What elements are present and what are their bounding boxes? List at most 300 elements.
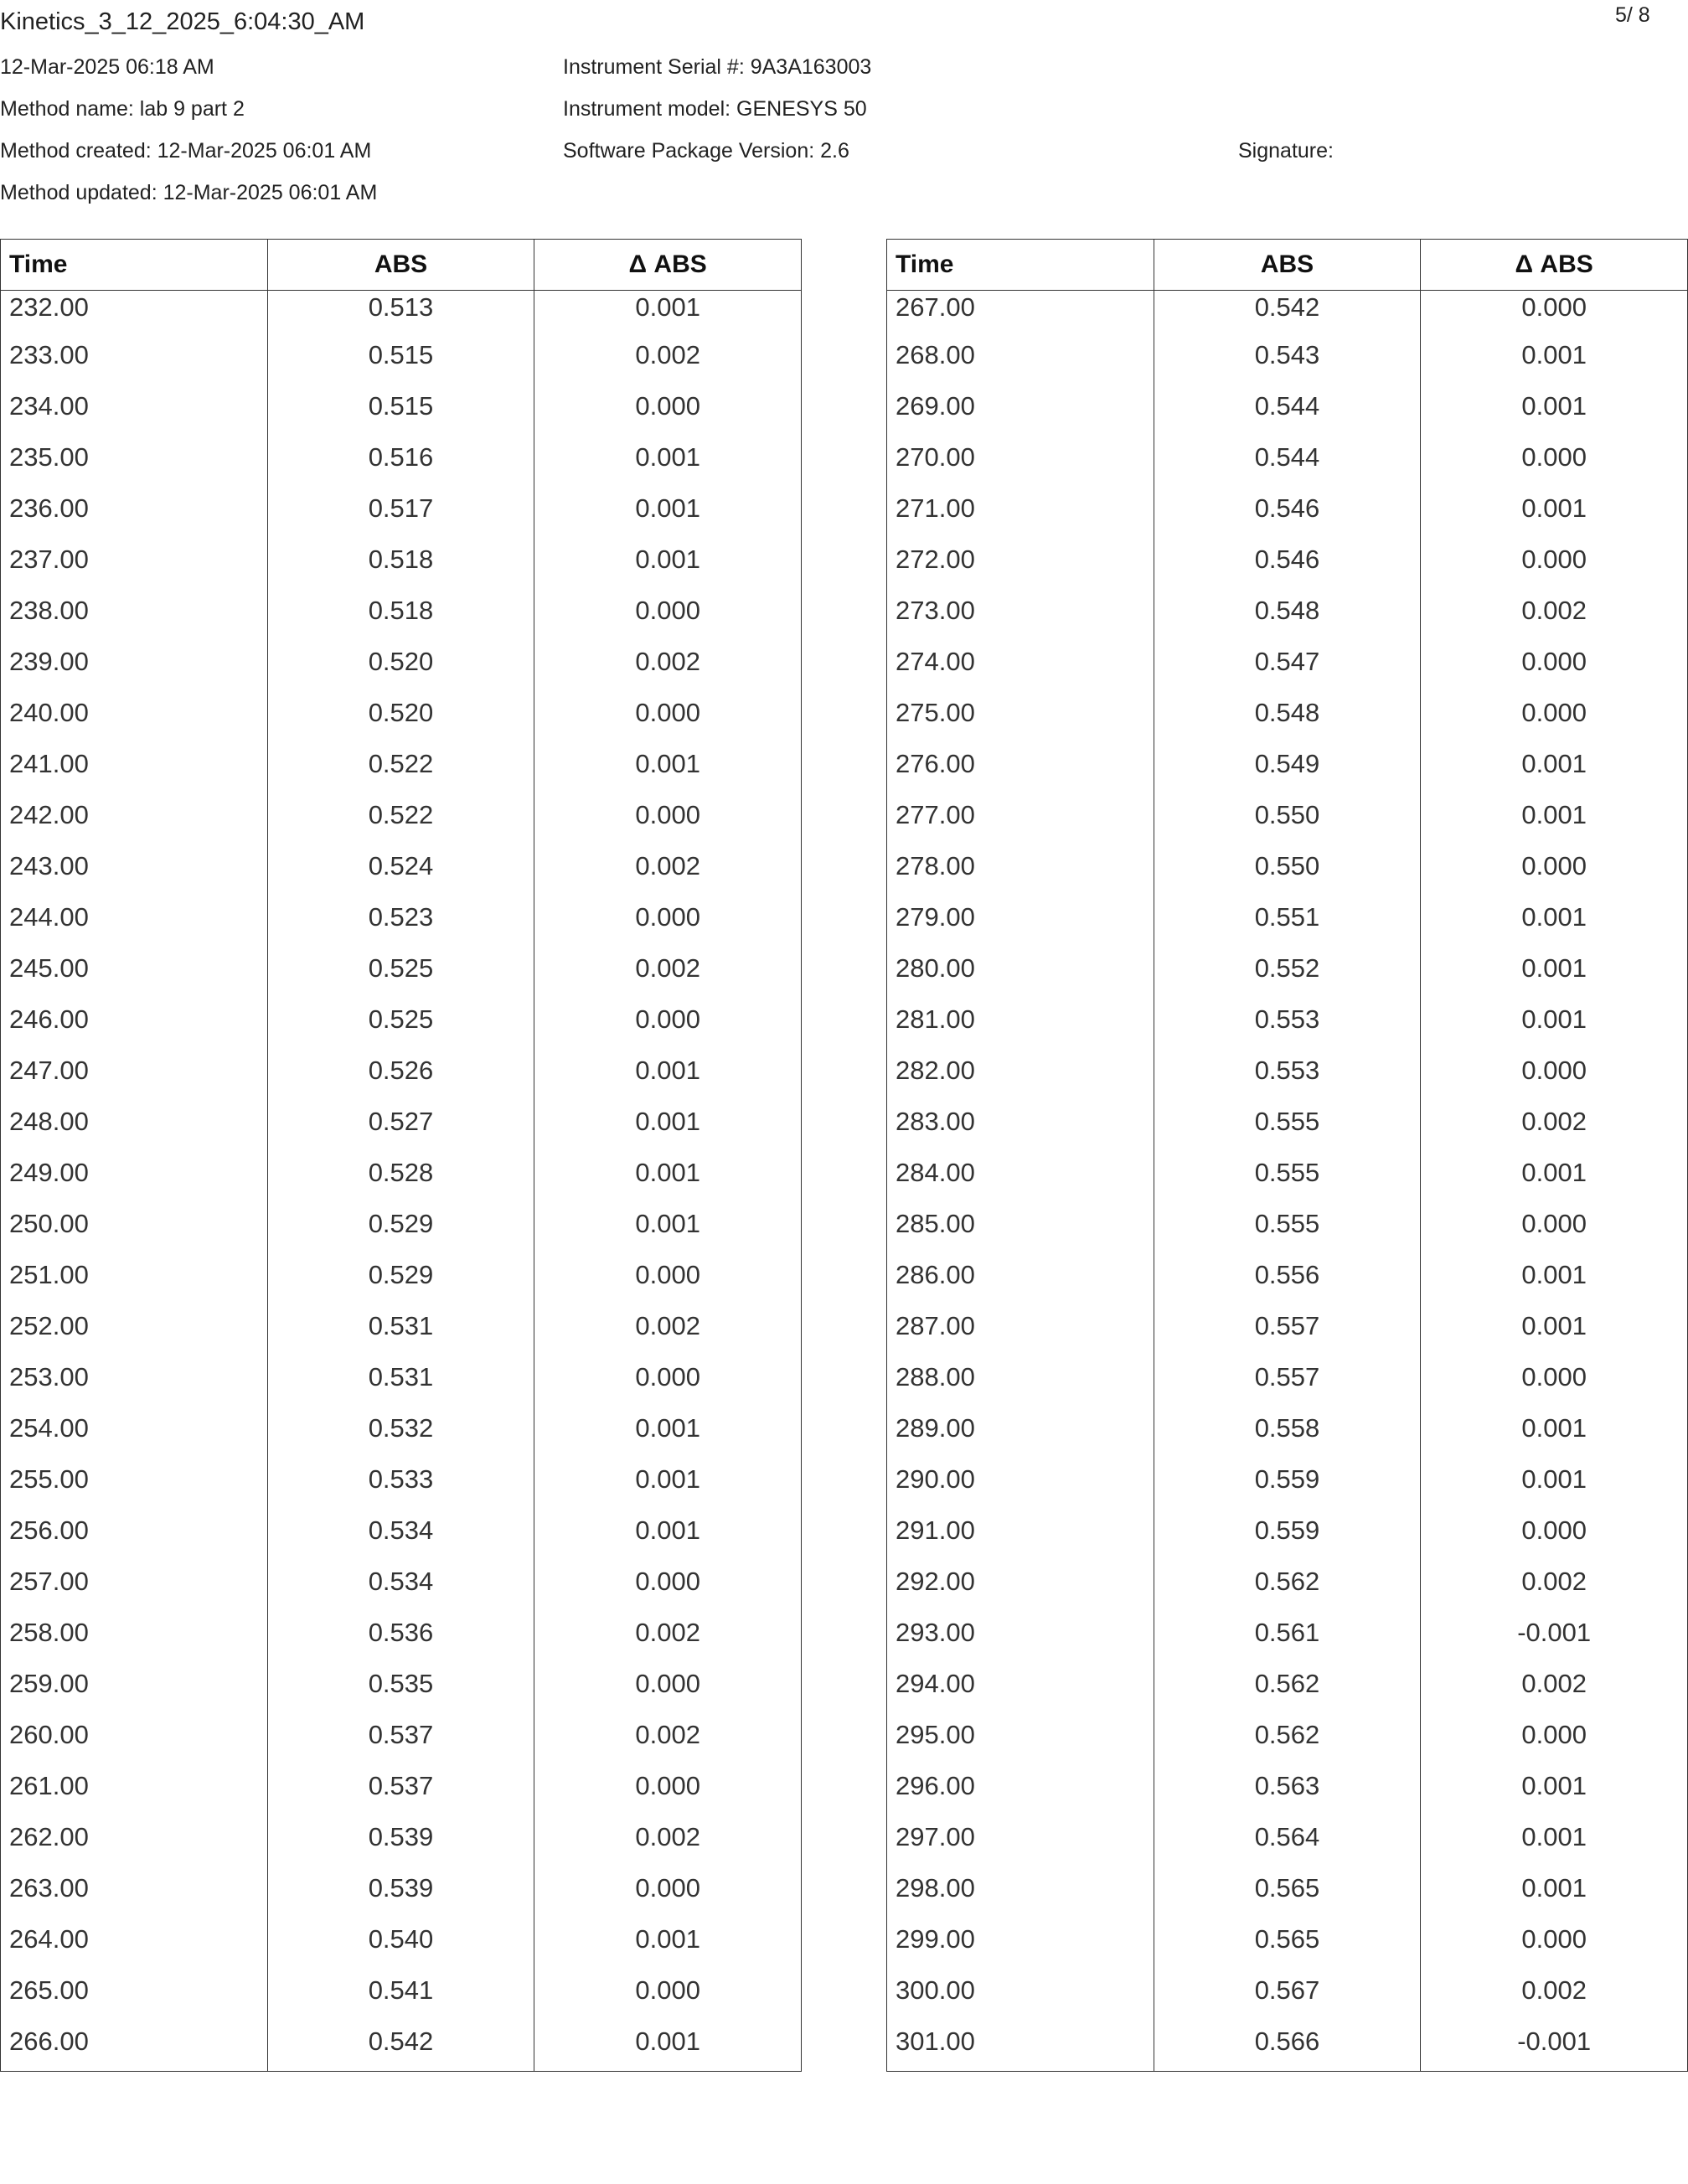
delta-abs-cell: 0.001	[1421, 1824, 1688, 1875]
abs-cell: 0.522	[267, 751, 534, 802]
delta-abs-cell: 0.001	[534, 291, 802, 343]
delta-abs-cell: 0.001	[534, 1415, 802, 1466]
instrument-serial: Instrument Serial #: 9A3A163003	[563, 55, 872, 79]
time-cell: 281.00	[896, 1004, 975, 1034]
kinetics-table-right	[886, 239, 1688, 2072]
column-header-time: Time	[887, 240, 1154, 291]
time-cell: 276.00	[896, 749, 975, 778]
table-row	[1, 291, 802, 343]
table-row	[887, 1824, 1688, 1875]
time-cell: 287.00	[896, 1311, 975, 1340]
abs-cell: 0.558	[1154, 1415, 1421, 1466]
time-cell: 297.00	[896, 1822, 975, 1851]
time-cell: 260.00	[9, 1720, 89, 1749]
time-cell: 275.00	[896, 698, 975, 727]
time-cell: 267.00	[896, 292, 975, 322]
delta-abs-cell: 0.002	[1421, 597, 1688, 648]
delta-abs-cell: 0.002	[534, 342, 802, 393]
table-row	[887, 342, 1688, 393]
table-row	[1, 802, 802, 853]
table-row	[1, 1159, 802, 1211]
abs-cell: 0.547	[1154, 648, 1421, 700]
delta-abs-cell: 0.001	[1421, 342, 1688, 393]
table-row	[887, 1159, 1688, 1211]
delta-abs-cell: 0.000	[534, 1006, 802, 1057]
time-cell: 288.00	[896, 1362, 975, 1391]
time-cell: 234.00	[9, 391, 89, 421]
abs-cell: 0.563	[1154, 1773, 1421, 1824]
table-row	[887, 1364, 1688, 1415]
abs-cell: 0.537	[267, 1722, 534, 1773]
delta-abs-cell: 0.001	[534, 751, 802, 802]
abs-cell: 0.564	[1154, 1824, 1421, 1875]
abs-cell: 0.534	[267, 1568, 534, 1619]
abs-cell: 0.523	[267, 904, 534, 955]
table-row	[1, 1670, 802, 1722]
time-cell: 294.00	[896, 1669, 975, 1698]
time-cell: 238.00	[9, 596, 89, 625]
delta-abs-cell: 0.000	[534, 597, 802, 648]
abs-cell: 0.532	[267, 1415, 534, 1466]
abs-cell: 0.520	[267, 700, 534, 751]
delta-abs-cell: 0.001	[1421, 955, 1688, 1006]
delta-abs-cell: 0.000	[534, 802, 802, 853]
abs-cell: 0.566	[1154, 2028, 1421, 2072]
table-header-row	[887, 240, 1688, 291]
abs-cell: 0.551	[1154, 904, 1421, 955]
delta-abs-cell: 0.001	[1421, 495, 1688, 546]
abs-cell: 0.562	[1154, 1670, 1421, 1722]
abs-cell: 0.562	[1154, 1568, 1421, 1619]
table-row	[1, 393, 802, 444]
time-cell: 270.00	[896, 442, 975, 472]
table-row	[887, 444, 1688, 495]
table-row	[887, 1466, 1688, 1517]
table-row	[887, 1926, 1688, 1977]
table-row	[887, 1415, 1688, 1466]
delta-abs-cell: 0.000	[534, 1977, 802, 2028]
delta-abs-cell: 0.001	[1421, 393, 1688, 444]
time-cell: 279.00	[896, 902, 975, 932]
delta-abs-cell: 0.000	[534, 1773, 802, 1824]
delta-abs-cell: 0.001	[534, 1159, 802, 1211]
abs-cell: 0.525	[267, 955, 534, 1006]
table-row	[1, 342, 802, 393]
abs-cell: 0.533	[267, 1466, 534, 1517]
table-row	[1, 904, 802, 955]
abs-cell: 0.542	[267, 2028, 534, 2072]
abs-cell: 0.553	[1154, 1006, 1421, 1057]
abs-cell: 0.520	[267, 648, 534, 700]
delta-abs-cell: 0.002	[534, 1313, 802, 1364]
table-row	[1, 955, 802, 1006]
table-row	[1, 1466, 802, 1517]
time-cell: 262.00	[9, 1822, 89, 1851]
column-header-time: Time	[1, 240, 268, 291]
time-cell: 273.00	[896, 596, 975, 625]
table-row	[1, 1006, 802, 1057]
page-number: 5/ 8	[1615, 3, 1650, 27]
table-row	[1, 1313, 802, 1364]
table-row	[887, 1108, 1688, 1159]
table-row	[1, 597, 802, 648]
table-row	[887, 1722, 1688, 1773]
time-cell: 285.00	[896, 1209, 975, 1238]
delta-abs-cell: 0.001	[1421, 1875, 1688, 1926]
abs-cell: 0.542	[1154, 291, 1421, 343]
delta-abs-cell: 0.001	[534, 1108, 802, 1159]
time-cell: 235.00	[9, 442, 89, 472]
delta-abs-cell: 0.002	[534, 955, 802, 1006]
abs-cell: 0.567	[1154, 1977, 1421, 2028]
delta-abs-cell: 0.002	[534, 853, 802, 904]
time-cell: 239.00	[9, 647, 89, 676]
abs-cell: 0.515	[267, 342, 534, 393]
time-cell: 249.00	[9, 1158, 89, 1187]
table-row	[887, 1262, 1688, 1313]
time-cell: 245.00	[9, 953, 89, 983]
time-cell: 274.00	[896, 647, 975, 676]
table-row	[1, 1108, 802, 1159]
abs-cell: 0.516	[267, 444, 534, 495]
time-cell: 247.00	[9, 1056, 89, 1085]
table-row	[887, 1006, 1688, 1057]
abs-cell: 0.515	[267, 393, 534, 444]
table-row	[1, 1926, 802, 1977]
signature-label: Signature:	[1238, 139, 1334, 163]
time-cell: 293.00	[896, 1618, 975, 1647]
table-row	[1, 1824, 802, 1875]
time-cell: 252.00	[9, 1311, 89, 1340]
abs-cell: 0.555	[1154, 1108, 1421, 1159]
abs-cell: 0.550	[1154, 802, 1421, 853]
delta-abs-cell: 0.000	[1421, 444, 1688, 495]
delta-abs-cell: -0.001	[1421, 1619, 1688, 1670]
abs-cell: 0.553	[1154, 1057, 1421, 1108]
abs-cell: 0.555	[1154, 1159, 1421, 1211]
delta-abs-cell: 0.001	[1421, 1006, 1688, 1057]
time-cell: 286.00	[896, 1260, 975, 1289]
table-row	[1, 1262, 802, 1313]
abs-cell: 0.562	[1154, 1722, 1421, 1773]
delta-abs-cell: 0.001	[534, 1926, 802, 1977]
time-cell: 284.00	[896, 1158, 975, 1187]
abs-cell: 0.529	[267, 1262, 534, 1313]
delta-abs-cell: 0.000	[1421, 700, 1688, 751]
table-row	[1, 1415, 802, 1466]
time-cell: 261.00	[9, 1771, 89, 1800]
abs-cell: 0.528	[267, 1159, 534, 1211]
delta-abs-cell: 0.002	[534, 1722, 802, 1773]
time-cell: 277.00	[896, 800, 975, 829]
table-row	[887, 1670, 1688, 1722]
delta-abs-cell: 0.000	[534, 1262, 802, 1313]
delta-abs-cell: 0.001	[1421, 904, 1688, 955]
abs-cell: 0.524	[267, 853, 534, 904]
table-row	[1, 700, 802, 751]
table-row	[1, 1211, 802, 1262]
time-cell: 256.00	[9, 1515, 89, 1545]
abs-cell: 0.537	[267, 1773, 534, 1824]
time-cell: 265.00	[9, 1975, 89, 2005]
table-row	[887, 1517, 1688, 1568]
abs-cell: 0.536	[267, 1619, 534, 1670]
delta-abs-cell: 0.000	[534, 904, 802, 955]
table-row	[887, 597, 1688, 648]
abs-cell: 0.527	[267, 1108, 534, 1159]
table-row	[1, 1568, 802, 1619]
delta-abs-cell: 0.001	[1421, 751, 1688, 802]
delta-abs-cell: 0.002	[534, 648, 802, 700]
time-cell: 259.00	[9, 1669, 89, 1698]
table-header-row	[1, 240, 802, 291]
table-row	[1, 1057, 802, 1108]
column-header-delta-abs: Δ ABS	[1421, 240, 1688, 291]
time-cell: 264.00	[9, 1924, 89, 1954]
abs-cell: 0.561	[1154, 1619, 1421, 1670]
time-cell: 296.00	[896, 1771, 975, 1800]
method-updated: Method updated: 12-Mar-2025 06:01 AM	[0, 181, 378, 204]
delta-abs-cell: 0.000	[534, 1364, 802, 1415]
table-row	[887, 904, 1688, 955]
table-row	[1, 751, 802, 802]
abs-cell: 0.549	[1154, 751, 1421, 802]
delta-abs-cell: 0.001	[1421, 1262, 1688, 1313]
time-cell: 289.00	[896, 1413, 975, 1443]
table-row	[1, 853, 802, 904]
abs-cell: 0.565	[1154, 1926, 1421, 1977]
time-cell: 278.00	[896, 851, 975, 880]
abs-cell: 0.557	[1154, 1313, 1421, 1364]
abs-cell: 0.556	[1154, 1262, 1421, 1313]
time-cell: 255.00	[9, 1464, 89, 1494]
time-cell: 282.00	[896, 1056, 975, 1085]
time-cell: 243.00	[9, 851, 89, 880]
time-cell: 242.00	[9, 800, 89, 829]
delta-abs-cell: 0.000	[534, 1875, 802, 1926]
delta-abs-cell: 0.000	[1421, 648, 1688, 700]
abs-cell: 0.557	[1154, 1364, 1421, 1415]
delta-abs-cell: 0.001	[1421, 1773, 1688, 1824]
time-cell: 298.00	[896, 1873, 975, 1903]
delta-abs-cell: 0.000	[1421, 1722, 1688, 1773]
delta-abs-cell: 0.000	[1421, 853, 1688, 904]
delta-abs-cell: 0.001	[534, 1517, 802, 1568]
time-cell: 263.00	[9, 1873, 89, 1903]
table-row	[1, 444, 802, 495]
abs-cell: 0.539	[267, 1824, 534, 1875]
method-name: Method name: lab 9 part 2	[0, 97, 245, 121]
table-row	[887, 700, 1688, 751]
table-row	[887, 648, 1688, 700]
delta-abs-cell: 0.000	[534, 700, 802, 751]
table-row	[1, 1875, 802, 1926]
abs-cell: 0.534	[267, 1517, 534, 1568]
time-cell: 251.00	[9, 1260, 89, 1289]
time-cell: 254.00	[9, 1413, 89, 1443]
table-row	[1, 1517, 802, 1568]
software-version: Software Package Version: 2.6	[563, 139, 849, 163]
abs-cell: 0.540	[267, 1926, 534, 1977]
table-row	[887, 853, 1688, 904]
delta-abs-cell: 0.001	[534, 1057, 802, 1108]
table-row	[887, 1619, 1688, 1670]
abs-cell: 0.543	[1154, 342, 1421, 393]
abs-cell: 0.550	[1154, 853, 1421, 904]
table-row	[1, 546, 802, 597]
time-cell: 295.00	[896, 1720, 975, 1749]
report-datetime: 12-Mar-2025 06:18 AM	[0, 55, 214, 79]
table-row	[887, 1875, 1688, 1926]
delta-abs-cell: 0.001	[534, 1211, 802, 1262]
time-cell: 253.00	[9, 1362, 89, 1391]
abs-cell: 0.559	[1154, 1517, 1421, 1568]
table-row	[1, 495, 802, 546]
table-row	[887, 1773, 1688, 1824]
time-cell: 240.00	[9, 698, 89, 727]
column-header-delta-abs: Δ ABS	[534, 240, 802, 291]
table-row	[1, 1722, 802, 1773]
time-cell: 244.00	[9, 902, 89, 932]
delta-abs-cell: 0.001	[1421, 1466, 1688, 1517]
abs-cell: 0.522	[267, 802, 534, 853]
time-cell: 248.00	[9, 1107, 89, 1136]
delta-abs-cell: 0.000	[1421, 291, 1688, 343]
delta-abs-cell: 0.000	[1421, 1211, 1688, 1262]
delta-abs-cell: 0.002	[1421, 1977, 1688, 2028]
delta-abs-cell: 0.000	[1421, 1926, 1688, 1977]
time-cell: 268.00	[896, 340, 975, 369]
table-row	[1, 648, 802, 700]
delta-abs-cell: 0.000	[1421, 1057, 1688, 1108]
delta-abs-cell: 0.000	[1421, 1517, 1688, 1568]
abs-cell: 0.552	[1154, 955, 1421, 1006]
time-cell: 271.00	[896, 493, 975, 523]
time-cell: 257.00	[9, 1567, 89, 1596]
abs-cell: 0.531	[267, 1313, 534, 1364]
time-cell: 232.00	[9, 292, 89, 322]
delta-abs-cell: -0.001	[1421, 2028, 1688, 2072]
table-row	[887, 546, 1688, 597]
table-row	[1, 1619, 802, 1670]
time-cell: 292.00	[896, 1567, 975, 1596]
delta-abs-cell: 0.001	[1421, 1159, 1688, 1211]
table-row	[887, 751, 1688, 802]
document-title: Kinetics_3_12_2025_6:04:30_AM	[0, 8, 365, 35]
abs-cell: 0.565	[1154, 1875, 1421, 1926]
abs-cell: 0.525	[267, 1006, 534, 1057]
time-cell: 280.00	[896, 953, 975, 983]
time-cell: 233.00	[9, 340, 89, 369]
abs-cell: 0.518	[267, 597, 534, 648]
time-cell: 266.00	[9, 2027, 89, 2056]
table-row	[887, 1057, 1688, 1108]
table-row	[1, 1773, 802, 1824]
table-row	[887, 955, 1688, 1006]
abs-cell: 0.544	[1154, 393, 1421, 444]
table-row	[1, 1977, 802, 2028]
time-cell: 241.00	[9, 749, 89, 778]
delta-abs-cell: 0.001	[534, 546, 802, 597]
abs-cell: 0.539	[267, 1875, 534, 1926]
delta-abs-cell: 0.001	[1421, 802, 1688, 853]
table-row	[887, 802, 1688, 853]
time-cell: 272.00	[896, 545, 975, 574]
abs-cell: 0.548	[1154, 700, 1421, 751]
delta-abs-cell: 0.001	[534, 2028, 802, 2072]
abs-cell: 0.546	[1154, 495, 1421, 546]
abs-cell: 0.541	[267, 1977, 534, 2028]
delta-abs-cell: 0.002	[1421, 1108, 1688, 1159]
abs-cell: 0.546	[1154, 546, 1421, 597]
abs-cell: 0.513	[267, 291, 534, 343]
kinetics-table-left	[0, 239, 802, 2072]
delta-abs-cell: 0.001	[534, 444, 802, 495]
abs-cell: 0.531	[267, 1364, 534, 1415]
delta-abs-cell: 0.001	[1421, 1313, 1688, 1364]
delta-abs-cell: 0.000	[1421, 1364, 1688, 1415]
abs-cell: 0.559	[1154, 1466, 1421, 1517]
delta-abs-cell: 0.002	[534, 1619, 802, 1670]
abs-cell: 0.548	[1154, 597, 1421, 648]
abs-cell: 0.535	[267, 1670, 534, 1722]
table-row	[887, 1568, 1688, 1619]
table-row	[1, 1364, 802, 1415]
table-row	[887, 2028, 1688, 2072]
table-row	[887, 1313, 1688, 1364]
time-cell: 258.00	[9, 1618, 89, 1647]
delta-abs-cell: 0.001	[534, 1466, 802, 1517]
time-cell: 300.00	[896, 1975, 975, 2005]
time-cell: 301.00	[896, 2027, 975, 2056]
column-header-abs: ABS	[267, 240, 534, 291]
time-cell: 269.00	[896, 391, 975, 421]
delta-abs-cell: 0.000	[1421, 546, 1688, 597]
time-cell: 283.00	[896, 1107, 975, 1136]
time-cell: 250.00	[9, 1209, 89, 1238]
abs-cell: 0.529	[267, 1211, 534, 1262]
delta-abs-cell: 0.000	[534, 393, 802, 444]
method-created: Method created: 12-Mar-2025 06:01 AM	[0, 139, 372, 163]
abs-cell: 0.518	[267, 546, 534, 597]
delta-abs-cell: 0.000	[534, 1568, 802, 1619]
table-row	[887, 393, 1688, 444]
abs-cell: 0.544	[1154, 444, 1421, 495]
table-row	[887, 495, 1688, 546]
abs-cell: 0.555	[1154, 1211, 1421, 1262]
delta-abs-cell: 0.001	[534, 495, 802, 546]
time-cell: 291.00	[896, 1515, 975, 1545]
instrument-model: Instrument model: GENESYS 50	[563, 97, 867, 121]
time-cell: 299.00	[896, 1924, 975, 1954]
delta-abs-cell: 0.002	[1421, 1568, 1688, 1619]
delta-abs-cell: 0.000	[534, 1670, 802, 1722]
table-row	[887, 1211, 1688, 1262]
time-cell: 237.00	[9, 545, 89, 574]
time-cell: 236.00	[9, 493, 89, 523]
time-cell: 290.00	[896, 1464, 975, 1494]
delta-abs-cell: 0.002	[1421, 1670, 1688, 1722]
abs-cell: 0.526	[267, 1057, 534, 1108]
delta-abs-cell: 0.001	[1421, 1415, 1688, 1466]
column-header-abs: ABS	[1154, 240, 1421, 291]
time-cell: 246.00	[9, 1004, 89, 1034]
table-row	[1, 2028, 802, 2072]
table-row	[887, 291, 1688, 343]
table-row	[887, 1977, 1688, 2028]
abs-cell: 0.517	[267, 495, 534, 546]
delta-abs-cell: 0.002	[534, 1824, 802, 1875]
